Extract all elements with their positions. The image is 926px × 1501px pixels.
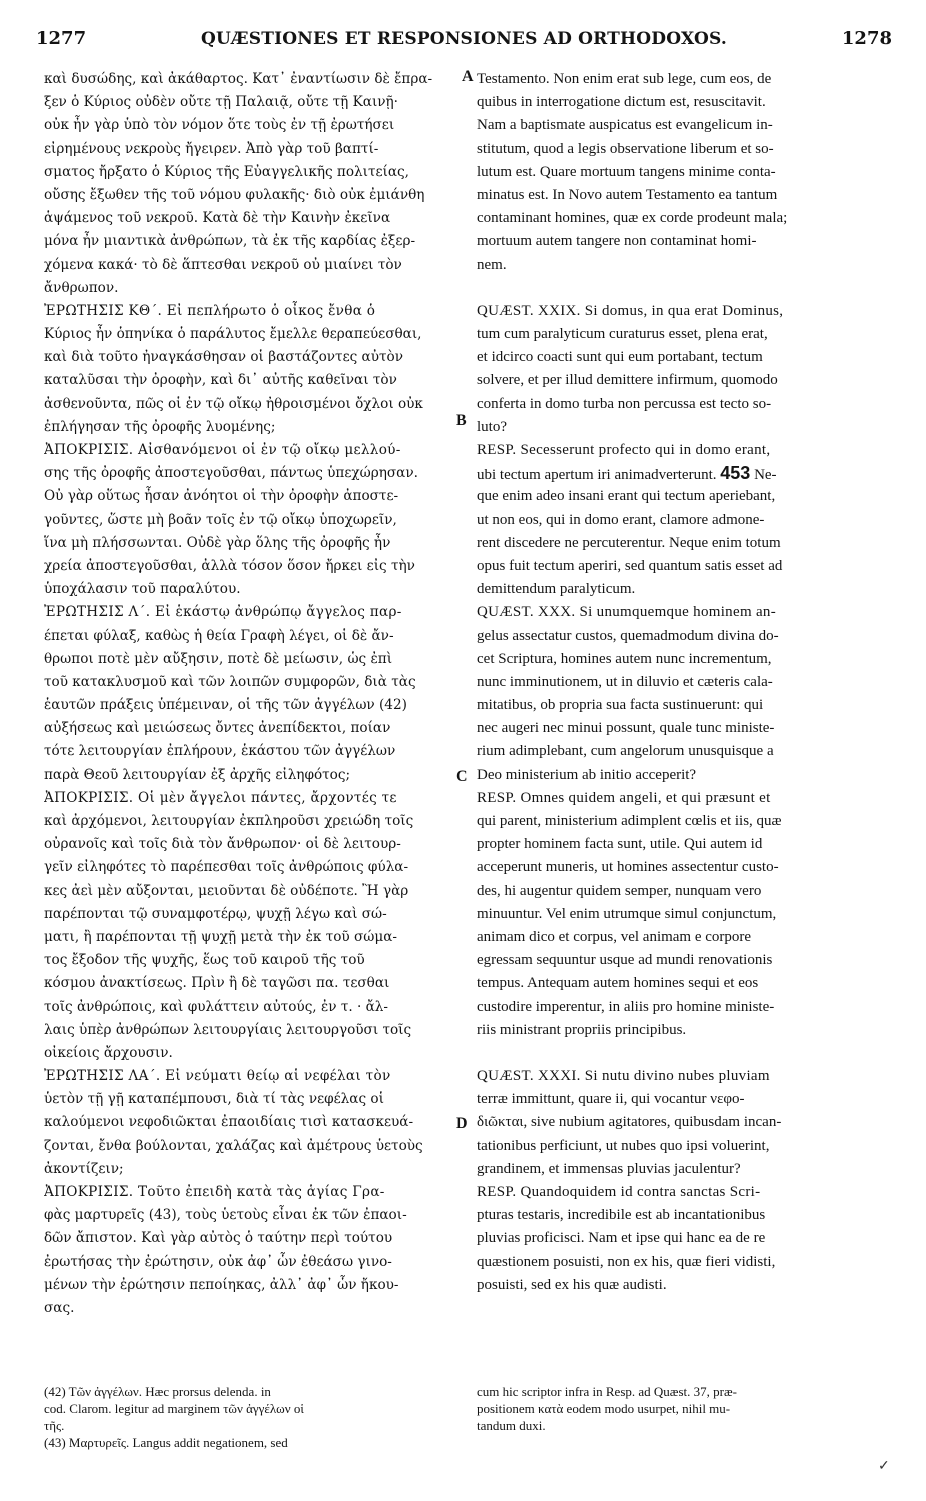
page-number-right: 1278: [841, 28, 892, 49]
text-line: τοῦ κατακλυσμοῦ καὶ τῶν λοιπῶν συμφορῶν, διὰ τὰς: [44, 673, 416, 690]
text-line: ἁψάμενος τοῦ νεκροῦ. Κατὰ δὲ τὴν Καινὴν ἐκεῖνα: [44, 210, 391, 227]
text-line: terræ immittunt, quare ii, qui vocantur νεφο-: [477, 1091, 745, 1108]
text-line: cum hic scriptor infra in Resp. ad Quæst. 37, præ-: [477, 1384, 737, 1399]
text-line: stitutum, quod a legis observatione liberum et so-: [477, 140, 774, 157]
text-line: ξεν ὁ Κύριος οὐδὲν οὔτε τῇ Παλαιᾷ, οὔτε τῇ Καινῇ·: [44, 94, 399, 111]
latin-section-b: [477, 300, 892, 462]
text-line: ματι, ἢ παρέπονται τῇ ψυχῇ μετὰ τὴν ἐκ τοῦ σώμα-: [44, 928, 397, 945]
text-line: ἈΠΟΚΡΙΣΙΣ. Τοῦτο ἐπειδὴ κατὰ τὰς ἁγίας Γρα-: [44, 1184, 385, 1200]
text-line: ἐπλήγησαν τῆς ὀροφῆς λυομένης;: [44, 418, 276, 435]
text-line: Κύριος ἦν ὁπηνίκα ὁ παράλυτος ἔμελλε θεραπεύεσθαι,: [44, 326, 422, 343]
text-line: cod. Clarom. legitur ad marginem τῶν ἀγγέλων οἱ: [44, 1401, 304, 1416]
text-line: παρὰ Θεοῦ λειτουργίαν ἐξ ἀρχῆς εἰληφότος;: [44, 766, 351, 783]
text-line: ἄνθρωπον.: [44, 279, 119, 296]
text-line: ἀκοντίζειν;: [44, 1160, 124, 1177]
text-line: opus fuit tectum aperiri, sed quantum satis esset ad: [477, 557, 783, 574]
text-line: acceperunt muneris, ut homines assectentur custo-: [477, 859, 779, 876]
text-line: RESP. Secesserunt profecto qui in domo erant,: [477, 442, 771, 458]
text-line: ἀσθενοῦντα, πῶς οἱ ἐν τῷ οἴκῳ ἠθροισμένοι ὄχλοι οὐκ: [44, 395, 423, 412]
margin-letter-d: D: [456, 1115, 468, 1132]
text-line: (43) Μαρτυρεῖς. Langus addit negationem, sed: [44, 1435, 288, 1450]
text-line: QUÆST. XXIX. Si domus, in qua erat Dominus,: [477, 302, 784, 319]
text-line: nunc imminutionem, ut in diluvio et cæteris cala-: [477, 673, 773, 690]
text-line: ζονται, ἔνθα βούλονται, χαλάζας καὶ ἀμέτρους ὑετοὺς: [44, 1137, 423, 1154]
footnotes-right: [477, 1383, 892, 1434]
text-line: λαις ὑπὲρ ἀνθρώπων λειτουργίαις λειτουργοῦσι τοῖς: [44, 1021, 412, 1038]
text-line: καλούμενοι νεφοδιῶκται ἐπαοιδίαις τισὶ κατασκευά-: [44, 1114, 414, 1131]
page-number-left: 1277: [36, 28, 87, 49]
text-line: ut non eos, qui in domo erant, clamore admone-: [477, 511, 765, 528]
text-line: χρεία ἀποστεγοῦσθαι, ἀλλὰ τόσον ὅσον ἤρκει εἰς τὴν: [44, 557, 415, 574]
text-line: ὑετὸν τῇ γῇ καταπέμπουσι, διὰ τί τὰς νεφέλας οἱ: [44, 1091, 384, 1108]
latin-section-c: [477, 485, 892, 1042]
text-line: RESP. Quandoquidem id contra sanctas Scri-: [477, 1184, 761, 1200]
text-line: ἘΡΩΤΗΣΙΣ ΛΑ΄. Εἰ νεύματι θείῳ αἱ νεφέλαι τὸν: [44, 1068, 391, 1085]
text-line: minuuntur. Vel enim utrumque simul conjunctum,: [477, 905, 777, 922]
text-line: minatus est. In Novo autem Testamento ea tantum: [477, 186, 778, 203]
text-line: τότε λειτουργίαν ἐπλήρουν, ἑκάστου τῶν ἀγγέλων: [44, 743, 396, 760]
text-line: οἰκείοις ἄρχουσιν.: [44, 1044, 173, 1061]
text-line: (42) Τῶν ἀγγέλων. Hæc prorsus delenda. in: [44, 1384, 271, 1399]
text-line: cet Scriptura, homines autem nunc incrementum,: [477, 650, 772, 667]
text-line: rent discedere ne percuterentur. Neque enim totum: [477, 534, 781, 551]
text-line: ἘΡΩΤΗΣΙΣ Λ΄. Εἰ ἑκάστῳ ἀνθρώπῳ ἄγγελος παρ-: [44, 604, 402, 621]
text-line: οὐκ ἦν γὰρ ὑπὸ τὸν νόμον ὅτε τοὺς ἐν τῇ ἐρωτήσει: [44, 117, 395, 134]
text-line: positionem κατὰ eodem modo usurpet, nihil mu-: [477, 1401, 731, 1416]
text-line: ἵνα μὴ πλήσσωνται. Οὐδὲ γὰρ ὅλης τῆς ὀροφῆς ἦν: [44, 534, 391, 551]
running-header: [36, 28, 892, 58]
text-line: παρέπονται τῷ συναμφοτέρῳ, ψυχῇ λέγω καὶ σώ-: [44, 905, 387, 922]
greek-column: [44, 68, 462, 1320]
section-gap: [477, 277, 892, 300]
text-line: γεῖν εἰληφότες τὸ παρέπεσθαι τοῖς ἀνθρώποις φύλα-: [44, 859, 409, 876]
text-line: χόμενα κακά· τὸ δὲ ἅπτεσθαι νεκροῦ οὐ μιαίνει τὸν: [44, 256, 402, 273]
text-line: Testamento. Non enim erat sub lege, cum eos, de: [477, 71, 772, 87]
text-line: quibus in interrogatione dictum est, resuscitavit.: [477, 94, 766, 111]
column-number-line: [477, 462, 892, 485]
text-line: egressam sequuntur usque ad mundi renovationis: [477, 952, 773, 969]
text-line: RESP. Omnes quidem angeli, et qui præsunt et: [477, 789, 771, 806]
text-line: propter hominem facta sunt, utile. Qui autem id: [477, 836, 763, 853]
text-line: rium adimplebant, cum angelorum unusquisque a: [477, 743, 774, 760]
text-line: γοῦντες, ὥστε μὴ βοᾶν τοῖς ἐν τῷ οἴκῳ ὑποχωρεῖν,: [44, 511, 397, 528]
text-line: ἐρωτήσας τὴν ἐρώτησιν, οὐκ ἀφ᾽ ὧν ἐθεάσω γινο-: [44, 1253, 392, 1270]
text-line: τοῖς ἀνθρώποις, καὶ φυλάττειν αὐτούς, ἐν τ. · ἄλ-: [44, 998, 389, 1015]
latin-line-before-number: ubi tectum apertum iri animadverterunt.: [477, 467, 721, 484]
text-line: κες ἀεὶ μὲν αὔξονται, μειοῦνται δὲ οὐδέποτε. Ἢ γὰρ: [44, 882, 409, 899]
text-line: posuisti, sed ex his quæ audisti.: [477, 1276, 667, 1293]
text-line: ἑαυτῶν πράξεις ὑπέμειναν, οἱ τῆς τῶν ἀγγέλων (42): [44, 697, 407, 714]
text-line: luto?: [477, 418, 507, 435]
section-gap: [477, 1042, 892, 1065]
text-line: tum cum paralyticum curaturus esset, plena erat,: [477, 326, 768, 343]
latin-column: [477, 68, 892, 1297]
corner-mark: ✓: [878, 1458, 890, 1474]
text-line: Deo ministerium ab initio acceperit?: [477, 766, 697, 783]
text-line: καταλῦσαι τὴν ὀροφὴν, καὶ δι᾽ αὐτῆς καθεῖναι τὸν: [44, 372, 397, 389]
text-line: tandum duxi.: [477, 1418, 546, 1433]
footnotes-left: [44, 1383, 464, 1451]
text-line: Nam a baptismate auspicatus est evangelicum in-: [477, 117, 773, 134]
margin-letter-a: A: [462, 68, 474, 85]
text-line: φὰς μαρτυρεῖς (43), τοὺς ὑετοὺς εἶναι ἐκ τῶν ἐπαοι-: [44, 1207, 407, 1224]
text-line: et idcirco coacti sunt qui eum portabant, tectum: [477, 349, 763, 366]
text-line: QUÆST. XXX. Si unumquemque hominem an-: [477, 604, 777, 621]
text-line: gelus assectatur custos, quemadmodum divina do-: [477, 627, 779, 644]
text-line: animam dico et corpus, vel animam e corpore: [477, 928, 752, 945]
text-line: οὐρανοῖς καὶ τοῖς διὰ τὸν ἄνθρωπον· οἱ δὲ λειτουρ-: [44, 836, 401, 853]
text-line: mitatibus, ob propria sua facta sustinuerunt: qui: [477, 697, 764, 714]
text-line: Οὐ γὰρ οὕτως ἦσαν ἀνόητοι οἱ τὴν ὀροφὴν ἀποστε-: [44, 488, 399, 505]
text-line: θρωποι ποτὲ μὲν αὔξησιν, ποτὲ δὲ μείωσιν, ὡς ἐπὶ: [44, 650, 393, 667]
text-line: σας.: [44, 1299, 75, 1316]
text-line: ἘΡΩΤΗΣΙΣ ΚΘ΄. Εἰ πεπλήρωτο ὁ οἶκος ἔνθα ὁ: [44, 302, 376, 319]
margin-letter-b: B: [456, 412, 467, 429]
text-line: σης τῆς ὀροφῆς ἀποστεγοῦσθαι, πάντως ὑπεχώρησαν.: [44, 465, 418, 482]
text-line: mortuum autem tangere non contaminat homi-: [477, 233, 757, 250]
text-line: ἈΠΟΚΡΙΣΙΣ. Αἰσθανόμενοι οἱ ἐν τῷ οἴκῳ μελλού-: [44, 442, 401, 458]
text-line: custodire imperentur, in aliis pro homine ministe-: [477, 998, 775, 1015]
text-line: καὶ διὰ τοῦτο ἠναγκάσθησαν οἱ βαστάζοντες αὐτὸν: [44, 349, 403, 366]
text-line: σματος ἤρξατο ὁ Κύριος τῆς Εὐαγγελικῆς πολιτείας,: [44, 163, 409, 180]
text-line: que enim adeo insani erant qui tectum aperiebant,: [477, 488, 776, 505]
text-line: μόνα ἦν μιαντικὰ ἀνθρώπων, τὰ ἐκ τῆς καρδίας ἐξερ-: [44, 233, 416, 250]
text-line: καὶ δυσώδης, καὶ ἀκάθαρτος. Κατ᾽ ἐναντίωσιν δὲ ἔπρα-: [44, 71, 433, 87]
latin-section-a: [477, 68, 892, 277]
text-line: QUÆST. XXXI. Si nutu divino nubes pluviam: [477, 1068, 770, 1085]
text-line: tempus. Antequam autem homines sequi et eos: [477, 975, 759, 992]
text-line: nem.: [477, 256, 507, 273]
text-line: ἈΠΟΚΡΙΣΙΣ. Οἱ μὲν ἄγγελοι πάντες, ἄρχοντές τε: [44, 789, 397, 806]
text-line: quæstionem posuisti, non ex his, quæ fieri vidisti,: [477, 1253, 776, 1270]
text-line: pturas testaris, incredibile est ab incantationibus: [477, 1207, 766, 1224]
text-line: τῆς.: [44, 1418, 65, 1433]
text-line: διῶκται, sive nubium agitatores, quibusdam incan-: [477, 1114, 782, 1131]
text-line: δῶν ἄπιστον. Καὶ γὰρ αὐτὸς ὁ ταύτην περὶ τούτου: [44, 1230, 393, 1247]
text-line: καὶ ἀρχόμενοι, λειτουργίαν ἐκπληροῦσι χρειώδη τοῖς: [44, 813, 414, 829]
latin-section-d: [477, 1065, 892, 1297]
text-line: contaminant homines, quæ ex corde prodeunt mala;: [477, 210, 788, 227]
text-line: solvere, et per illud demittere infirmum, quomodo: [477, 372, 778, 389]
text-line: τος ἔξοδον τῆς ψυχῆς, ἕως τοῦ καιροῦ τῆς τοῦ: [44, 952, 365, 969]
text-line: ὑποχάλασιν τοῦ παραλύτου.: [44, 581, 241, 598]
text-line: κόσμου ἀνακτίσεως. Πρὶν ἢ δὲ ταγῶσι πα. τεσθαι: [44, 975, 390, 992]
text-line: conferta in domo turba non percussa est tecto so-: [477, 395, 772, 412]
text-line: μένων τὴν ἐρώτησιν πεποίηκας, ἀλλ᾽ ἀφ᾽ ὧν ἤκου-: [44, 1276, 399, 1293]
margin-letter-c: C: [456, 768, 468, 785]
text-line: nec augeri nec minui possunt, quale tunc ministe-: [477, 720, 775, 737]
text-line: tationibus perficiunt, ut nubes quo ipsi voluerint,: [477, 1137, 770, 1154]
text-line: demittendum paralyticum.: [477, 581, 636, 598]
text-line: qui parent, ministerium adimplent cœlis et iis, quæ: [477, 813, 782, 829]
text-line: riis ministrant propriis principibus.: [477, 1021, 687, 1038]
text-line: εἰρημένους νεκροὺς ἤγειρεν. Ἀπὸ γὰρ τοῦ βαπτί-: [44, 140, 379, 157]
text-line: lutum est. Quare mortuum tangens minime conta-: [477, 163, 776, 180]
text-line: grandinem, et immensas pluvias jaculentur?: [477, 1160, 741, 1177]
running-title: QUÆSTIONES ET RESPONSIONES AD ORTHODOXOS.: [200, 29, 728, 49]
latin-line-after-number: Ne-: [754, 467, 777, 484]
text-line: pluvias proficisci. Nam et ipse qui hanc ea de re: [477, 1230, 766, 1247]
text-line: αὐξήσεως καὶ μειώσεως ὄντες ἀνεπίδεκτοι, ποίαν: [44, 720, 391, 737]
text-line: έπεται φύλαξ, καθὼς ἡ θεία Γραφὴ λέγει, οἱ δὲ ἄν-: [44, 627, 394, 644]
text-line: des, hi augentur quidem semper, nunquam vero: [477, 882, 762, 899]
column-number: 453: [720, 463, 751, 484]
text-line: οὔσης ἔξωθεν τῆς τοῦ νόμου φυλακῆς· διὸ οὐκ ἐμιάνθη: [44, 186, 425, 203]
